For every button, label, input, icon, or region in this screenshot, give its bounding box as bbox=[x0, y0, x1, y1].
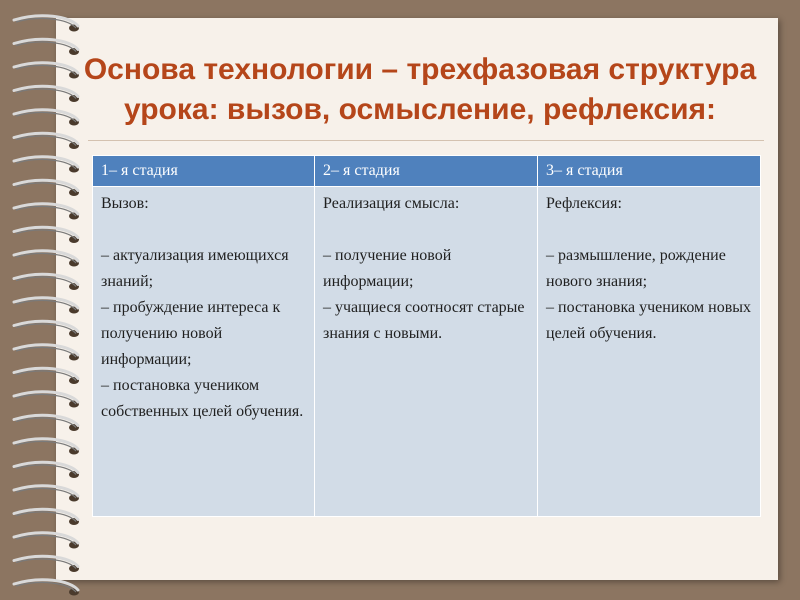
spiral-ring bbox=[14, 415, 78, 425]
stages-table bbox=[92, 155, 761, 517]
spiral-ring bbox=[14, 368, 78, 378]
title-line-1: Основа технологии – трехфазовая структура bbox=[83, 53, 757, 86]
header-stage-1: 1– я стадия bbox=[93, 156, 315, 187]
spiral-ring bbox=[14, 16, 78, 26]
spiral-ring bbox=[14, 157, 78, 167]
cell-stage-2-text: Реализация смысла: – получение новой информации; – учащиеся соотносят старые знания с новыми. bbox=[323, 195, 525, 342]
cell-stage-1-text: Вызов: – актуализация имеющихся знаний; – пробуждение интереса к получению новой информации; – постановка учеником собственных целей обучения. bbox=[101, 195, 304, 420]
spiral-ring bbox=[14, 439, 78, 449]
cell-stage-2 bbox=[315, 187, 538, 517]
spiral-ring bbox=[14, 133, 78, 143]
spiral-ring bbox=[14, 556, 78, 566]
table-row bbox=[93, 187, 761, 517]
spiral-ring bbox=[14, 204, 78, 214]
cell-stage-1 bbox=[93, 187, 315, 517]
spiral-ring bbox=[14, 298, 78, 308]
header-stage-2: 2– я стадия bbox=[315, 156, 538, 187]
spiral-ring bbox=[14, 63, 78, 73]
spiral-ring bbox=[14, 251, 78, 261]
spiral-ring bbox=[14, 110, 78, 120]
spiral-ring bbox=[14, 39, 78, 49]
slide-title bbox=[70, 50, 770, 130]
cell-stage-3-text: Рефлексия: – размышление, рождение нового знания; – постановка учеником новых целей обучения. bbox=[546, 195, 752, 342]
title-line-2: урока: вызов, осмысление, рефлексия: bbox=[123, 93, 717, 126]
spiral-ring bbox=[14, 180, 78, 190]
spiral-ring bbox=[14, 533, 78, 543]
spiral-ring bbox=[14, 462, 78, 472]
spiral-ring bbox=[14, 486, 78, 496]
cell-stage-3 bbox=[538, 187, 761, 517]
spiral-ring bbox=[14, 580, 78, 590]
spiral-ring bbox=[14, 345, 78, 355]
spiral-ring bbox=[14, 86, 78, 96]
title-divider bbox=[88, 140, 764, 141]
spiral-ring bbox=[14, 227, 78, 237]
spiral-ring bbox=[14, 274, 78, 284]
spiral-ring bbox=[14, 509, 78, 519]
spiral-ring bbox=[14, 321, 78, 331]
table-header-row bbox=[93, 156, 761, 187]
header-stage-3: 3– я стадия bbox=[538, 156, 761, 187]
spiral-ring bbox=[14, 392, 78, 402]
